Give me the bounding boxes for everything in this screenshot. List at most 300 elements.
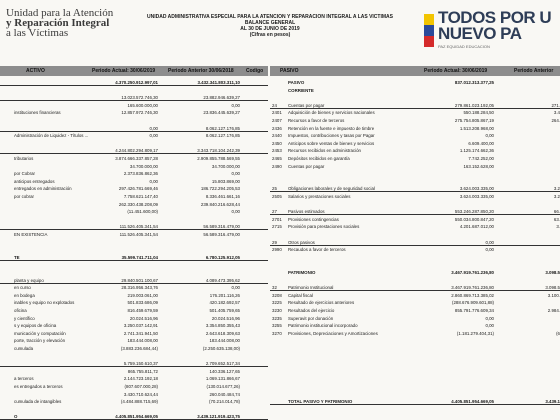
account-name: EN EXISTENCIA xyxy=(14,232,48,237)
left-row xyxy=(0,278,268,284)
left-row xyxy=(0,95,268,101)
right-row xyxy=(270,361,560,367)
previous-period-value: 2.909.855.788.569,55 xyxy=(197,156,240,161)
liability-period-current-heading: Periodo Actual: 30/06/2019 xyxy=(424,68,488,74)
account-name: Provisión para prestaciones sociales xyxy=(288,224,360,230)
right-row xyxy=(270,308,560,314)
right-row xyxy=(270,300,560,306)
previous-period-value: 8.336.461.661,16 xyxy=(205,194,240,199)
right-row xyxy=(270,80,560,86)
logo-line-3: a las Víctimas xyxy=(6,27,69,39)
account-name: Resultado de ejercicios anteriores xyxy=(288,300,355,306)
current-period-value: 29.840.501.100,67 xyxy=(121,277,158,283)
current-period-value: 6.609.400,00 xyxy=(468,140,494,146)
right-row xyxy=(270,202,560,208)
left-row xyxy=(0,300,268,306)
left-row xyxy=(0,217,268,223)
account-name: oficina xyxy=(14,308,27,313)
account-name: Administración de Liquidez - Títulos ... xyxy=(14,133,89,139)
unidad-victimas-logo xyxy=(6,8,126,38)
left-row xyxy=(0,361,268,367)
account-code: 32 xyxy=(272,285,277,291)
current-period-value: 219.003.061,00 xyxy=(127,292,158,298)
previous-period-value: 3.432.341.803.311,10 xyxy=(197,80,240,85)
right-row xyxy=(270,376,560,382)
flag-stripe-icon xyxy=(424,14,434,48)
previous-period-value: 34.700.000,00 xyxy=(211,163,240,169)
account-code: 2490 xyxy=(272,163,282,169)
account-code: 2401 xyxy=(272,110,282,116)
previous-period-value: 3.343.718.104.242,39 xyxy=(197,148,240,154)
current-period-value: 837.012.313.377,25 xyxy=(454,80,494,85)
current-period-value: 0,00 xyxy=(485,247,494,253)
current-period-value: 165.600.000,00 xyxy=(127,102,158,108)
previous-period-value: 2.709.652.517,34 xyxy=(205,361,240,367)
left-row xyxy=(0,285,268,291)
right-row xyxy=(270,285,560,291)
account-name: entregados en administración xyxy=(14,186,72,192)
account-name: anticipos entregados xyxy=(14,178,55,184)
account-name: Superavit por donación xyxy=(288,315,334,321)
account-code: 2715 xyxy=(272,224,282,230)
account-code: 2453 xyxy=(272,148,282,154)
previous-period-value: 0,00 xyxy=(231,102,240,108)
previous-period-value: 8.062.127.176,85 xyxy=(205,125,240,131)
left-row xyxy=(0,240,268,246)
left-row xyxy=(0,209,268,215)
right-row xyxy=(270,369,560,375)
previous-period-value: 1.069.131.866,67 xyxy=(205,376,240,382)
previous-period-value: 3. xyxy=(556,224,560,230)
previous-period-value: 63. xyxy=(553,216,560,222)
current-period-value: 275.754.805.867,19 xyxy=(454,118,494,123)
report-date: AL 30 DE JUNIO DE 2019 xyxy=(240,26,300,32)
account-name: Capital fiscal xyxy=(288,292,313,298)
account-code: 27 xyxy=(272,209,277,215)
account-code: 3208 xyxy=(272,292,282,298)
liability-heading: PASIVO xyxy=(280,68,299,74)
current-period-value: 0,00 xyxy=(485,323,494,329)
left-row xyxy=(0,156,268,162)
left-row xyxy=(0,338,268,344)
account-code: 2450 xyxy=(272,140,282,146)
account-name: Recursos recibidos en administración xyxy=(288,148,361,154)
current-period-value: 865.755.811,72 xyxy=(127,368,158,374)
right-row xyxy=(270,338,560,344)
left-row xyxy=(0,179,268,185)
right-row xyxy=(270,331,560,337)
current-period-value: 0,00 xyxy=(485,133,494,139)
current-period-value: 2.373.836.862,36 xyxy=(123,171,158,177)
current-period-value: 28.316.956.343,76 xyxy=(121,285,158,291)
account-code: 29 xyxy=(272,239,277,245)
left-row xyxy=(0,376,268,382)
account-name: TOTAL PASIVO Y PATRIMONIO xyxy=(288,399,353,405)
current-period-value: 3.467.919.761.236,80 xyxy=(451,285,494,291)
previous-period-value: (2.250.635.138,00) xyxy=(202,346,240,351)
left-row xyxy=(0,384,268,390)
right-row xyxy=(270,384,560,390)
right-row xyxy=(270,392,560,398)
left-row xyxy=(0,171,268,177)
previous-period-value: 239.840.216.628,44 xyxy=(200,201,240,207)
previous-period-value: 0,00 xyxy=(231,285,240,291)
previous-period-value: 3.4 xyxy=(553,110,560,116)
current-period-value: 0,00 xyxy=(149,133,158,139)
account-name: cumulada de intangibles xyxy=(14,399,62,405)
right-row xyxy=(270,209,560,215)
previous-period-value: 3.2 xyxy=(553,186,560,192)
right-row xyxy=(270,224,560,230)
liability-equity-table xyxy=(270,76,560,420)
previous-period-value: 264. xyxy=(551,118,560,123)
current-period-value: 855.791.776.609,34 xyxy=(454,308,494,313)
document-header xyxy=(0,0,560,64)
left-row xyxy=(0,316,268,322)
right-row xyxy=(270,110,560,116)
asset-period-previous-heading: Periodo Anterior 30/06/2018 xyxy=(168,68,234,74)
left-row xyxy=(0,186,268,192)
previous-period-value: 6.780.125.912,05 xyxy=(205,254,240,260)
account-name: en bodega xyxy=(14,292,35,298)
slogan-line-2: NUEVO PA xyxy=(438,24,522,43)
right-row xyxy=(270,217,560,223)
current-period-value: 553.246.287.850,20 xyxy=(454,209,494,215)
account-code: 2990 xyxy=(272,247,282,253)
current-period-value: 183.444.008,00 xyxy=(127,338,158,344)
left-row xyxy=(0,399,268,405)
current-period-value: 7.742.252,00 xyxy=(468,156,494,161)
report-title-block xyxy=(120,14,420,38)
previous-period-value: 501.405.759,65 xyxy=(209,308,240,313)
right-row xyxy=(270,126,560,132)
previous-period-value: 4.089.473.395,62 xyxy=(205,277,240,283)
current-period-value: 3.624.003.335,00 xyxy=(459,194,494,199)
account-name: PATRIMONIO xyxy=(288,270,316,275)
current-period-value: 163.152.628,00 xyxy=(463,163,494,169)
asset-column-header xyxy=(0,66,268,76)
left-row xyxy=(0,232,268,238)
account-name: municación y computación xyxy=(14,330,66,336)
liability-column-header xyxy=(270,66,560,76)
right-row xyxy=(270,316,560,322)
left-row xyxy=(0,392,268,398)
current-period-value: 4.405.851.954.669,05 xyxy=(115,414,158,420)
current-period-value: 297.426.781.669,46 xyxy=(118,186,158,192)
left-row xyxy=(0,103,268,109)
account-code: 2701 xyxy=(272,216,282,222)
account-name: Anticipos sobre ventas de bienes y servicios xyxy=(288,140,375,146)
current-period-value: 7.758.621.147,40 xyxy=(123,194,158,199)
current-period-value: 3.624.003.335,00 xyxy=(459,186,494,192)
report-name: BALANCE GENERAL xyxy=(244,20,296,26)
left-row xyxy=(0,164,268,170)
left-row xyxy=(0,369,268,375)
account-name: y científico xyxy=(14,315,35,321)
current-period-value: 3.430.710.624,44 xyxy=(123,391,158,397)
left-row xyxy=(0,414,268,420)
account-name: Pasivos estimados xyxy=(288,209,325,215)
left-row xyxy=(0,224,268,230)
current-period-value: 0,00 xyxy=(149,178,158,184)
entity-name: UNIDAD ADMINISTRATIVA ESPECIAL PARA LA ATENCION Y REPARACION INTEGRAL A LAS VICTIMAS xyxy=(147,14,393,20)
left-row xyxy=(0,346,268,352)
current-period-value: (1.181.279.404,31) xyxy=(456,330,494,336)
current-period-value: 3.467.919.761.236,80 xyxy=(451,270,494,275)
account-code: 2407 xyxy=(272,118,282,123)
left-row xyxy=(0,407,268,413)
right-row xyxy=(270,270,560,276)
account-name: Cuentas por pagar xyxy=(288,102,325,108)
account-name: PASIVO xyxy=(288,80,305,85)
current-period-value: 4.370.250.912.997,01 xyxy=(115,80,158,85)
right-row xyxy=(270,354,560,360)
right-row xyxy=(270,95,560,101)
logo-line-2: y Reparación Integral xyxy=(6,17,110,29)
previous-period-value: 3.439.1 xyxy=(545,399,560,405)
account-name: a terceros xyxy=(14,376,34,382)
right-row xyxy=(270,232,560,238)
left-row xyxy=(0,80,268,86)
right-row xyxy=(270,323,560,329)
previous-period-value: 3.354.850.355,43 xyxy=(205,323,240,329)
previous-period-value: 3.098.5 xyxy=(545,270,560,275)
report-units: (Cifras en pesos) xyxy=(249,32,291,38)
left-row xyxy=(0,141,268,147)
previous-period-value: (70.214.014,78) xyxy=(208,399,240,405)
account-code: 2440 xyxy=(272,133,282,139)
left-row xyxy=(0,255,268,261)
right-row xyxy=(270,171,560,177)
account-name: Impuestos, contribuciones y tasas por Pagar xyxy=(288,133,375,139)
previous-period-value: (130.014.677,26) xyxy=(206,384,240,389)
account-name: Resultados del ejercicio xyxy=(288,308,335,313)
account-name: porte, tracción y elevación xyxy=(14,338,66,344)
current-period-value: 13.023.572.746,30 xyxy=(121,95,158,101)
left-row xyxy=(0,133,268,139)
account-name: Provisiones, Depreciaciones y Amortizaciones xyxy=(288,330,378,336)
current-period-value: 550.188.284,50 xyxy=(463,110,494,116)
account-name: Salarios y prestaciones sociales xyxy=(288,194,351,199)
current-period-value: (3.883.236.684,44) xyxy=(120,346,158,351)
stripe-red xyxy=(424,36,434,47)
account-name: CORRIENTE xyxy=(288,87,314,93)
left-row xyxy=(0,270,268,276)
account-name: instituciones financieras xyxy=(14,110,61,116)
right-row xyxy=(270,118,560,124)
account-code: 3225 xyxy=(272,300,282,306)
account-code: 2436 xyxy=(272,125,282,131)
previous-period-value: 176.201.116,26 xyxy=(209,292,240,298)
previous-period-value: 56.589.316.479,00 xyxy=(203,232,240,237)
previous-period-value: 23.836.445.639,27 xyxy=(203,110,240,116)
account-name: Retención en la fuente e impuesto de timbre xyxy=(288,125,375,131)
account-code: 2505 xyxy=(272,194,282,199)
logo-line-1: Unidad para la Atención xyxy=(6,7,114,19)
previous-period-value: 183.444.008,00 xyxy=(209,338,240,344)
liability-period-previous-heading: Periodo Anterior xyxy=(514,68,554,74)
left-row xyxy=(0,148,268,154)
left-row xyxy=(0,88,268,94)
current-period-value: 4.201.687.012,00 xyxy=(459,224,494,230)
current-period-value: 262.330.438.208,09 xyxy=(118,201,158,207)
left-row xyxy=(0,126,268,132)
right-row xyxy=(270,103,560,109)
current-period-value: 34.700.000,00 xyxy=(129,163,158,169)
left-row xyxy=(0,110,268,116)
previous-period-value: 23.882.946.639,27 xyxy=(203,95,240,101)
current-period-value: 2.741.341.941,50 xyxy=(123,330,158,336)
right-row xyxy=(270,240,560,246)
previous-period-value: 2.643.618.309,63 xyxy=(205,330,240,336)
left-row xyxy=(0,247,268,253)
previous-period-value: 420.182.692,57 xyxy=(209,300,240,306)
account-name: tributarios xyxy=(14,156,34,161)
right-row xyxy=(270,278,560,284)
current-period-value: (807.607.000,28) xyxy=(124,384,158,389)
account-code: 3235 xyxy=(272,315,282,321)
previous-period-value: 2.984. xyxy=(547,308,560,313)
account-name: cumulada xyxy=(14,346,34,351)
account-name: por Cobrar xyxy=(14,171,35,177)
account-code: 2465 xyxy=(272,156,282,161)
current-period-value: 20.024.516,96 xyxy=(129,315,158,321)
account-name: Patrimonio Institucional xyxy=(288,285,334,291)
current-period-value: 0,00 xyxy=(485,315,494,321)
current-period-value: 0,00 xyxy=(149,125,158,131)
account-code: 24 xyxy=(272,102,277,108)
right-row xyxy=(270,247,560,253)
right-row xyxy=(270,148,560,154)
right-row xyxy=(270,346,560,352)
account-name: es entregados a terceros xyxy=(14,384,63,389)
previous-period-value: 3.098.5 xyxy=(545,285,560,291)
right-row xyxy=(270,88,560,94)
current-period-value: 1.125.174.662,36 xyxy=(459,148,494,154)
left-row xyxy=(0,331,268,337)
account-code: 25 xyxy=(272,186,277,192)
asset-table xyxy=(0,76,268,420)
right-row xyxy=(270,164,560,170)
current-period-value: 4.244.802.294.809,17 xyxy=(115,148,158,154)
previous-period-value: 0,00 xyxy=(231,209,240,215)
right-row xyxy=(270,399,560,405)
left-row xyxy=(0,323,268,329)
stripe-yellow xyxy=(424,14,434,25)
current-period-value: 2.144.723.192,18 xyxy=(123,376,158,382)
right-row xyxy=(270,194,560,200)
account-name: inables y equipo no explotados xyxy=(14,300,75,306)
slogan-tagline: PAZ EQUIDAD EDUCACION xyxy=(438,44,490,49)
current-period-value: 816.459.679,59 xyxy=(127,308,158,313)
current-period-value: 501.833.686,09 xyxy=(127,300,158,306)
government-slogan-logo xyxy=(438,10,560,49)
right-row xyxy=(270,179,560,185)
account-name: Otros pasivos xyxy=(288,239,315,245)
left-row xyxy=(0,293,268,299)
left-row xyxy=(0,262,268,268)
previous-period-value: (6 xyxy=(556,330,560,336)
previous-period-value: 140.336.127,65 xyxy=(209,368,240,374)
current-period-value: 5.759.150.610,37 xyxy=(123,361,158,367)
right-row xyxy=(270,156,560,162)
left-row xyxy=(0,308,268,314)
account-name: por cobrar xyxy=(14,194,35,199)
previous-period-value: 3.2 xyxy=(553,194,560,199)
right-row xyxy=(270,186,560,192)
previous-period-value: 66. xyxy=(553,209,560,215)
current-period-value: 35.599.741.711,04 xyxy=(121,254,158,260)
account-name: Adquisición de bienes y servicios nacionales xyxy=(288,110,375,116)
account-name: Recaudos a favor de terceros xyxy=(288,247,346,253)
account-code: 3270 xyxy=(272,330,282,336)
left-row xyxy=(0,202,268,208)
account-name: Obligaciones laborales y de seguridad social xyxy=(288,186,375,192)
left-row xyxy=(0,194,268,200)
previous-period-value: 260.040.484,74 xyxy=(209,391,240,397)
account-name: s y equipos de oficina xyxy=(14,323,57,329)
account-name: Patrimonio institucional incorporado xyxy=(288,323,358,329)
current-period-value: 3.250.037.142,91 xyxy=(123,323,158,329)
left-row xyxy=(0,354,268,360)
previous-period-value: 20.024.516,96 xyxy=(211,315,240,321)
current-period-value: 279.861.023.192,05 xyxy=(454,102,494,108)
account-name: Recursos a favor de terceros xyxy=(288,118,345,123)
right-row xyxy=(270,293,560,299)
current-period-value: 12.857.972.746,30 xyxy=(121,110,158,116)
current-period-value: 1.513.208.968,00 xyxy=(459,125,494,131)
previous-period-value: 15.803.869,00 xyxy=(211,178,240,184)
previous-period-value: 56.589.316.479,00 xyxy=(203,224,240,230)
current-period-value: (288.676.909.601,88) xyxy=(452,300,494,306)
right-row xyxy=(270,255,560,261)
current-period-value: 0,00 xyxy=(485,239,494,245)
account-code: 3230 xyxy=(272,308,282,313)
left-row xyxy=(0,118,268,124)
right-row xyxy=(270,133,560,139)
stripe-blue xyxy=(424,25,434,36)
code-heading: Codigo xyxy=(246,68,264,74)
account-name: O xyxy=(14,414,18,420)
account-name: en curso xyxy=(14,285,31,291)
account-name: Cuentas por pagar xyxy=(288,163,325,169)
account-name: Depósitos recibidos en garantía xyxy=(288,156,350,161)
right-row xyxy=(270,262,560,268)
current-period-value: 3.874.666.337.857,28 xyxy=(115,156,158,161)
current-period-value: 4.405.851.954.669,05 xyxy=(451,399,494,405)
previous-period-value: 0,00 xyxy=(231,171,240,177)
previous-period-value: 271. xyxy=(551,102,560,108)
account-name: Provisiones contingencias xyxy=(288,216,339,222)
current-period-value: 111.526.405.341,54 xyxy=(119,224,158,230)
current-period-value: 111.526.405.341,54 xyxy=(119,232,158,237)
previous-period-value: 8.062.127.176,85 xyxy=(205,133,240,139)
current-period-value: 2.860.869.713.385,02 xyxy=(451,292,494,298)
right-row xyxy=(270,141,560,147)
current-period-value: (11.451.600,00) xyxy=(127,209,158,215)
slogan-line-1: TODOS POR U xyxy=(438,8,552,27)
account-name: TE xyxy=(14,254,20,260)
current-period-value: (4.484.888.715,69) xyxy=(120,399,158,405)
account-name: planta y equipo xyxy=(14,277,44,283)
previous-period-value: 3.100. xyxy=(547,292,560,298)
previous-period-value: 3.439.121.919.423,75 xyxy=(197,414,240,420)
asset-period-current-heading: Periodo Actual: 30/06/2019 xyxy=(92,68,156,74)
asset-heading: ACTIVO xyxy=(26,68,45,74)
account-code: 3255 xyxy=(272,323,282,329)
previous-period-value: 186.722.294.205,53 xyxy=(200,186,240,192)
current-period-value: 550.034.800.847,20 xyxy=(454,216,494,222)
